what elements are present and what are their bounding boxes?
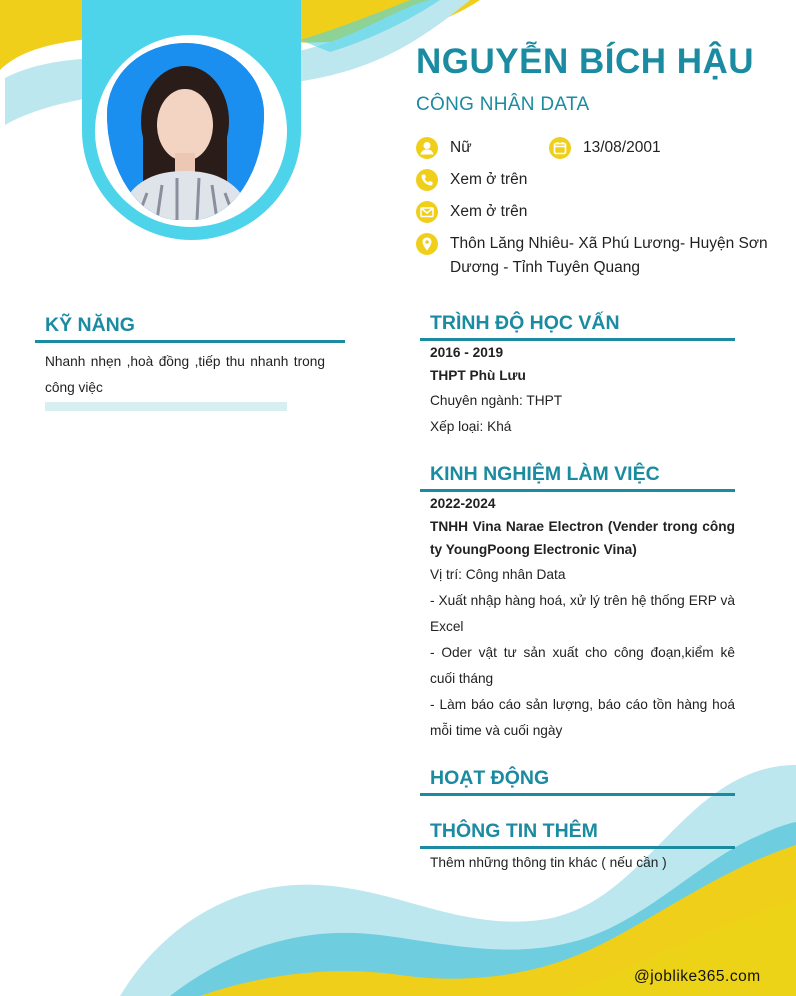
skills-divider [35, 340, 345, 343]
additional-text: Thêm những thông tin khác ( nếu cần ) [430, 855, 667, 870]
user-icon [416, 137, 438, 159]
footer-watermark: @joblike365.com [634, 968, 761, 985]
phone-value: Xem ở trên [450, 171, 528, 188]
location-pin-icon [416, 233, 438, 255]
education-period: 2016 - 2019 [430, 345, 504, 360]
job-title: CÔNG NHÂN DATA [416, 94, 590, 115]
additional-title: THÔNG TIN THÊM [430, 820, 598, 842]
education-major: Chuyên ngành: THPT [430, 393, 563, 408]
experience-duty: - Oder vật tư sản xuất cho công đoạn,kiểm kê cuối tháng [430, 645, 735, 686]
candidate-name: NGUYỄN BÍCH HẬU [416, 42, 755, 81]
email-value: Xem ở trên [450, 203, 528, 220]
experience-title: KINH NGHIỆM LÀM VIỆC [430, 463, 660, 485]
experience-company: TNHH Vina Narae Electron (Vender trong công ty YoungPoong Electronic Vina) [430, 519, 735, 557]
experience-period: 2022-2024 [430, 496, 496, 511]
calendar-icon [549, 137, 571, 159]
activities-title: HOẠT ĐỘNG [430, 767, 550, 789]
education-grade: Xếp loại: Khá [430, 419, 512, 434]
education-title: TRÌNH ĐỘ HỌC VẤN [430, 312, 620, 334]
education-school: THPT Phù Lưu [430, 368, 526, 383]
additional-divider [420, 846, 735, 849]
experience-position: Vị trí: Công nhân Data [430, 567, 566, 582]
experience-duty: - Làm báo cáo sản lượng, báo cáo tồn hàng hoá mỗi time và cuối ngày [430, 697, 735, 738]
skills-text: Nhanh nhẹn ,hoà đồng ,tiếp thu nhanh trong công việc [45, 354, 325, 395]
address-value: Thôn Lăng Nhiêu- Xã Phú Lương- Huyện Sơn Dương - Tỉnh Tuyên Quang [450, 235, 768, 276]
mail-icon [416, 201, 438, 223]
skills-title: KỸ NĂNG [45, 314, 135, 336]
birthdate-value: 13/08/2001 [583, 139, 661, 156]
phone-icon [416, 169, 438, 191]
experience-duty: - Xuất nhập hàng hoá, xử lý trên hệ thống ERP và Excel [430, 593, 735, 634]
gender-value: Nữ [450, 139, 472, 156]
skill-level-bar [45, 402, 287, 411]
activities-divider [420, 793, 735, 796]
